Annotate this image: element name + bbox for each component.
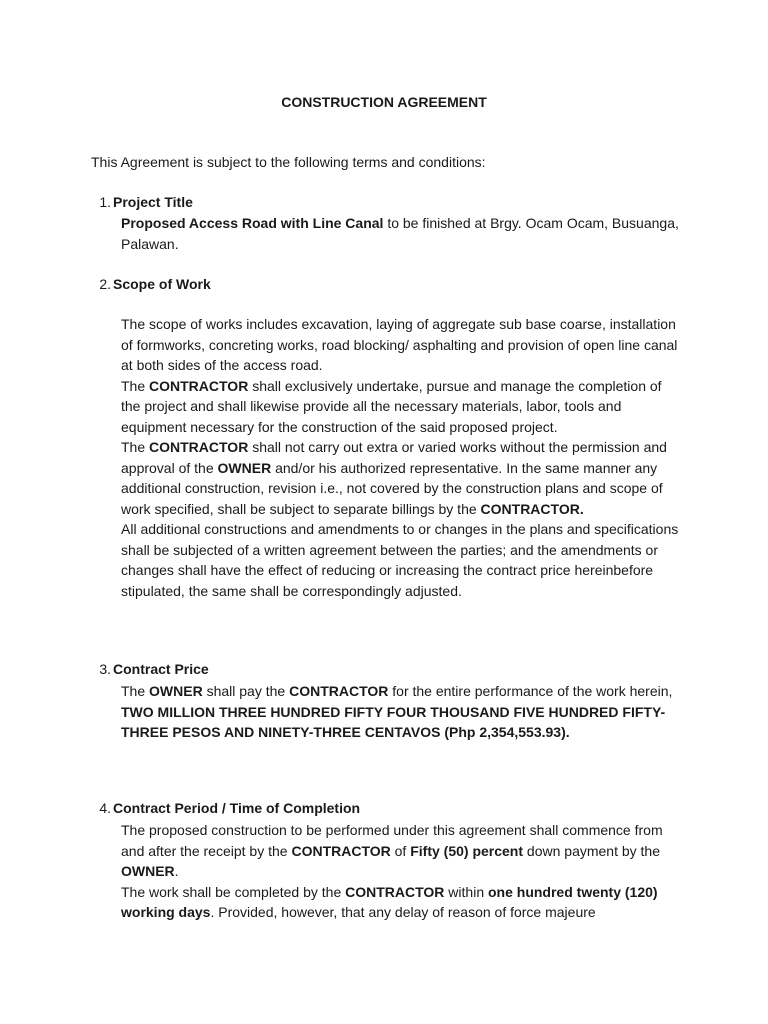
section-3-paragraph [121,681,681,743]
section-3-body [121,681,681,743]
section-2-body [121,314,681,601]
section-2-paragraph-4: All additional constructions and amendments to or changes in the plans and specifications shall be subjected of a written agreement between the parties; and the amendments or changes shall have the effect of reducing or increasing the contract price hereinbefore stipulated, the same shall be correspondingly adjusted. [121,521,679,599]
section-3-number: 3. [99,661,111,677]
text-run: . Provided, however, that any delay of reason of force majeure [210,904,596,920]
text-run: The [121,439,150,455]
text-run: The [121,683,150,699]
text-run: The [121,377,150,394]
section-4-title: Contract Period / Time of Completion [113,800,361,816]
section-1-number: 1. [99,194,111,210]
section-2-number: 2. [99,276,111,292]
section-4-body [121,820,681,923]
text-run: The work shall be completed by the [121,883,346,900]
section-2-paragraph-3 [121,437,681,519]
text-run: and/or his authorized representative. In the same manner any additional construction, revision i.e., not covered by the construction plans and scope of work specified, shall be subject to separate billings by the [121,459,663,517]
section-4-number: 4. [99,800,111,816]
text-run: of [390,842,411,859]
section-2-paragraph-1: The scope of works includes excavation, laying of aggregate sub base coarse, installation of formworks, concreting works, road blocking/ asphalting and provision of open line canal at both sides of the access road. [121,316,678,373]
section-1-body [121,213,681,254]
contractor-label: CONTRACTOR [291,842,391,859]
section-2-paragraph-2 [121,376,681,438]
completion-period: one hundred twenty (120) working days [121,883,658,920]
contractor-label: CONTRACTOR. [480,500,584,517]
contractor-label: CONTRACTOR [149,377,249,394]
project-name: Proposed Access Road with Line Canal [121,215,384,231]
text-run: shall pay the [202,683,290,699]
section-2-title: Scope of Work [113,276,211,292]
document-title: CONSTRUCTION AGREEMENT [281,94,487,110]
project-location: to be finished at Brgy. Ocam Ocam, Busuanga, Palawan. [121,215,679,252]
section-1-paragraph [121,213,681,254]
intro-text: This Agreement is subject to the following terms and conditions: [91,154,486,170]
text-run: for the entire performance of the work herein, [388,683,673,699]
contractor-label: CONTRACTOR [149,439,249,455]
section-3-title: Contract Price [113,661,209,677]
text-run: The proposed construction to be performed under this agreement shall commence from and after the receipt by the [121,822,663,859]
owner-label: OWNER [121,863,175,879]
contractor-label: CONTRACTOR [345,883,445,900]
contractor-label: CONTRACTOR [289,683,389,699]
owner-label: OWNER [217,459,272,476]
section-4-paragraph-1 [121,820,681,882]
text-run: shall exclusively undertake, pursue and manage the completion of the project and shall likewise provide all the necessary materials, labor, tools and equipment necessary for the construction of the said proposed project. [121,377,662,435]
text-run: shall not carry out extra or varied works without the permission and approval of the [121,439,667,476]
text-run: . [174,863,179,879]
contract-price-amount: TWO MILLION THREE HUNDRED FIFTY FOUR THOUSAND FIVE HUNDRED FIFTY-THREE PESOS AND NINETY-THREE CENTAVOS (Php 2,354,553.93). [121,703,666,740]
section-1-title: Project Title [113,194,193,210]
section-4-paragraph-2 [121,882,681,923]
owner-label: OWNER [149,683,203,699]
down-payment-percent: Fifty (50) percent [410,842,524,859]
text-run: within [444,883,488,900]
text-run: down payment by the [523,842,661,859]
